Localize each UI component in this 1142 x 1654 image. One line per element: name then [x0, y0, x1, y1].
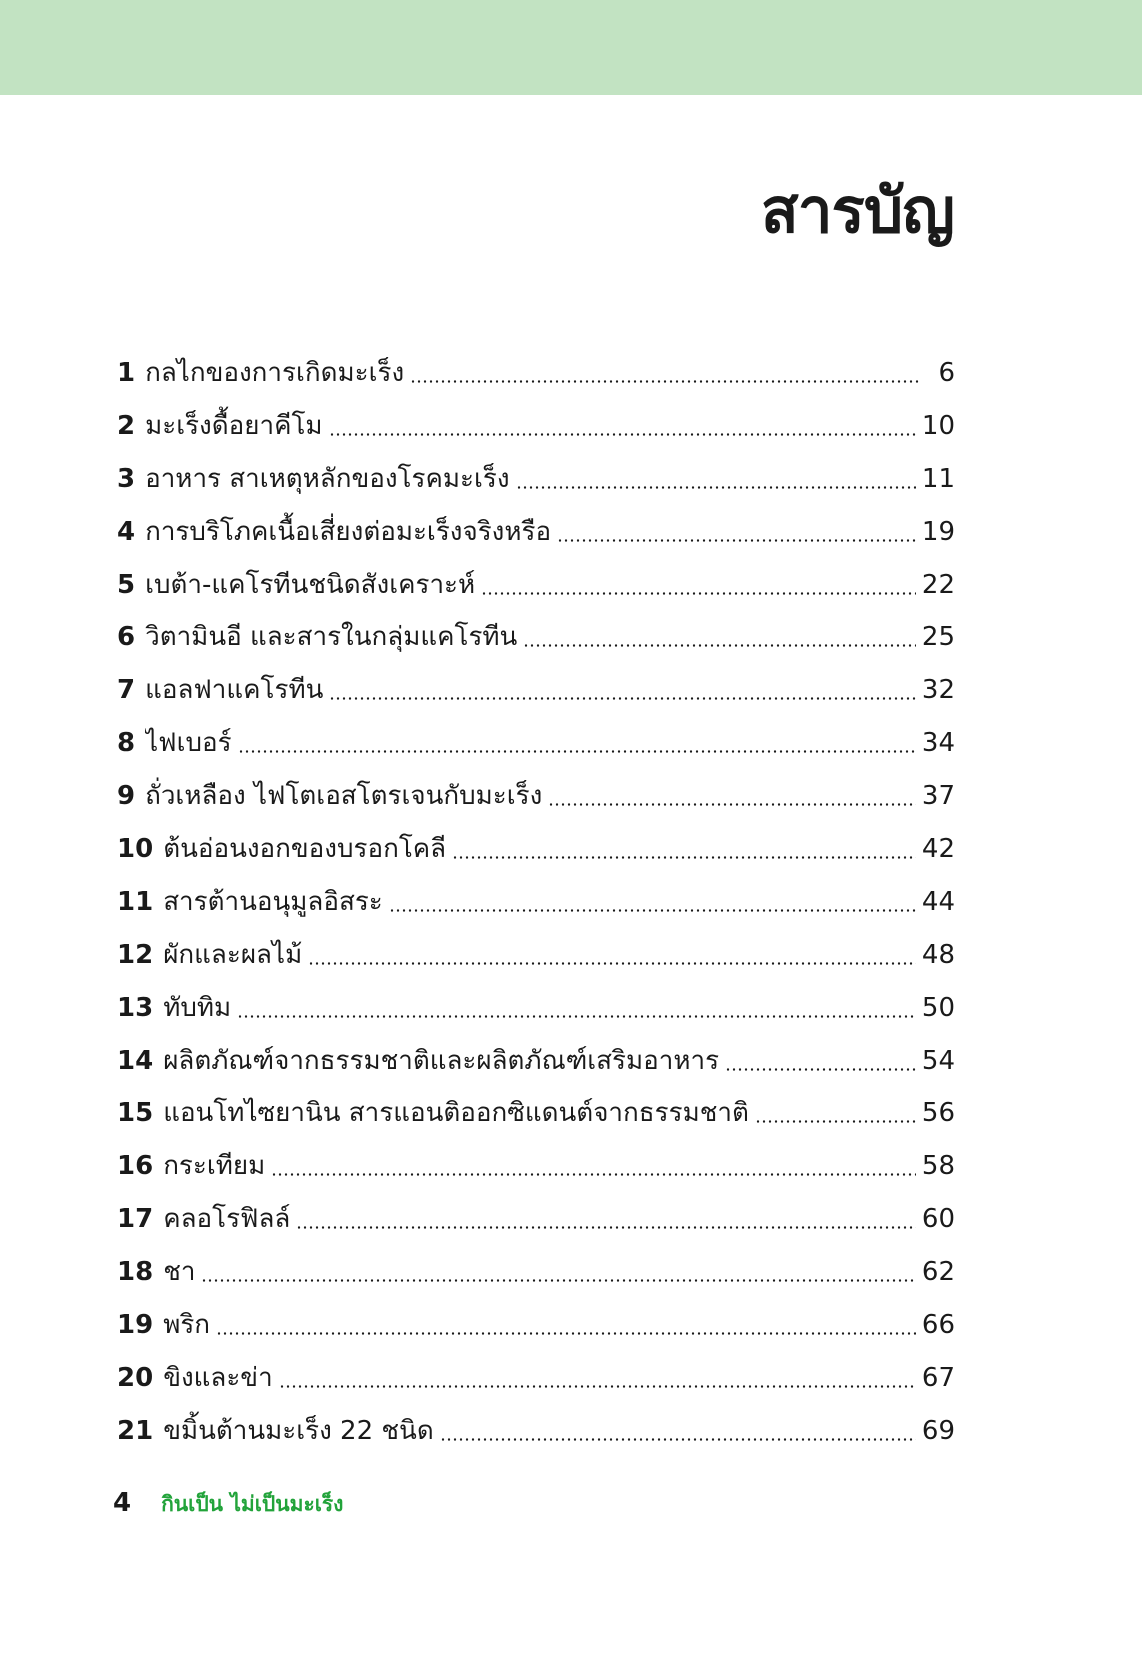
toc-entry-title: คลอโรฟิลล์	[163, 1204, 291, 1235]
toc-dot-leader	[557, 539, 916, 542]
toc-entry-title: กลไกของการเกิดมะเร็ง	[145, 358, 405, 388]
toc-entry[interactable]	[117, 347, 955, 400]
toc-entry-title: ทับทิม	[163, 992, 232, 1023]
toc-entry[interactable]	[117, 559, 955, 612]
toc-entry-title: อาหาร สาเหตุหลักของโรคมะเร็ง	[145, 463, 510, 494]
toc-entry-page: 34	[921, 728, 955, 759]
toc-entry-page: 10	[921, 410, 955, 441]
toc-entry-number: 15	[117, 1098, 154, 1129]
toc-dot-leader	[216, 1332, 916, 1335]
toc-entry-page: 66	[921, 1310, 955, 1341]
toc-entry-title: มะเร็งดื้อยาคีโม	[145, 410, 323, 441]
toc-entry-number: 21	[117, 1415, 154, 1446]
toc-dot-leader	[271, 1173, 916, 1176]
toc-dot-leader	[329, 433, 916, 436]
toc-entry-title: แอนโทไซยานิน สารแอนติออกซิแดนต์จากธรรมชาติ	[163, 1098, 749, 1129]
toc-dot-leader	[481, 592, 916, 595]
toc-entry-title: ผักและผลไม้	[163, 939, 303, 970]
toc-entry-number: 4	[117, 516, 136, 547]
toc-dot-leader	[201, 1279, 915, 1282]
toc-entry[interactable]	[117, 1246, 955, 1299]
toc-entry[interactable]	[117, 1299, 955, 1352]
toc-entry[interactable]	[117, 1035, 955, 1088]
toc-entry[interactable]	[117, 876, 955, 929]
toc-entry-title: ชา	[163, 1257, 196, 1288]
table-of-contents	[117, 347, 955, 1458]
toc-entry-number: 6	[117, 622, 136, 653]
toc-entry-page: 6	[938, 358, 955, 388]
toc-entry-number: 18	[117, 1257, 154, 1288]
footer-page-number: 4	[113, 1488, 132, 1518]
toc-entry-title: กระเทียม	[163, 1151, 266, 1182]
toc-entry[interactable]	[117, 929, 955, 982]
toc-dot-leader	[296, 1226, 916, 1229]
toc-entry-title: ไฟเบอร์	[145, 728, 232, 759]
toc-entry-page: 11	[921, 463, 955, 494]
toc-dot-leader	[452, 856, 916, 859]
toc-entry-number: 13	[117, 992, 154, 1023]
page-footer	[113, 1488, 343, 1521]
toc-entry-title: การบริโภคเนื้อเสี่ยงต่อมะเร็งจริงหรือ	[145, 516, 552, 547]
toc-entry[interactable]	[117, 453, 955, 506]
toc-dot-leader	[725, 1068, 916, 1071]
toc-dot-leader	[279, 1385, 916, 1388]
toc-entry[interactable]	[117, 1405, 955, 1458]
toc-entry-page: 44	[921, 886, 955, 917]
toc-entry-number: 12	[117, 939, 154, 970]
toc-entry-number: 7	[117, 675, 136, 706]
toc-entry-title: ต้นอ่อนงอกของบรอกโคลี	[163, 834, 447, 865]
toc-entry[interactable]	[117, 1140, 955, 1193]
toc-entry-number: 16	[117, 1151, 154, 1182]
toc-entry-page: 50	[921, 992, 955, 1023]
toc-entry-title: เบต้า-แคโรทีนชนิดสังเคราะห์	[145, 569, 476, 600]
toc-entry[interactable]	[117, 982, 955, 1035]
toc-entry-number: 19	[117, 1310, 154, 1341]
toc-dot-leader	[389, 909, 916, 912]
toc-dot-leader	[308, 962, 916, 965]
toc-entry[interactable]	[117, 823, 955, 876]
toc-dot-leader	[410, 380, 919, 383]
toc-entry[interactable]	[117, 1087, 955, 1140]
toc-dot-leader	[523, 644, 916, 647]
page-title: สารบัญ	[760, 173, 954, 247]
toc-dot-leader	[548, 803, 916, 806]
toc-entry-title: วิตามินอี และสารในกลุ่มแคโรทีน	[145, 622, 518, 653]
toc-entry[interactable]	[117, 664, 955, 717]
toc-entry-title: พริก	[163, 1310, 211, 1341]
toc-entry-page: 32	[921, 675, 955, 706]
toc-dot-leader	[237, 1015, 916, 1018]
toc-entry-number: 8	[117, 728, 136, 759]
toc-dot-leader	[755, 1120, 916, 1123]
toc-entry-number: 17	[117, 1204, 154, 1235]
toc-entry[interactable]	[117, 1352, 955, 1405]
toc-entry-title: ขิงและข่า	[163, 1362, 273, 1393]
toc-entry-page: 58	[921, 1151, 955, 1182]
toc-dot-leader	[238, 750, 916, 753]
toc-entry-page: 42	[921, 834, 955, 865]
toc-entry-page: 22	[921, 569, 955, 600]
toc-dot-leader	[516, 486, 916, 489]
toc-dot-leader	[329, 697, 916, 700]
toc-entry-title: ขมิ้นต้านมะเร็ง 22 ชนิด	[163, 1415, 434, 1446]
toc-entry[interactable]	[117, 770, 955, 823]
toc-entry-title: แอลฟาแคโรทีน	[145, 675, 324, 706]
toc-entry-page: 62	[921, 1257, 955, 1288]
toc-entry-number: 10	[117, 834, 154, 865]
toc-dot-leader	[440, 1438, 916, 1441]
toc-entry-page: 37	[921, 781, 955, 812]
footer-book-title: กินเป็น ไม่เป็นมะเร็ง	[161, 1492, 344, 1516]
toc-entry-page: 56	[921, 1098, 955, 1129]
toc-entry-number: 1	[117, 358, 136, 388]
toc-entry-page: 25	[921, 622, 955, 653]
toc-entry-number: 3	[117, 463, 136, 494]
toc-entry[interactable]	[117, 506, 955, 559]
toc-entry-number: 20	[117, 1362, 154, 1393]
toc-entry-page: 19	[921, 516, 955, 547]
toc-entry-title: สารต้านอนุมูลอิสระ	[163, 886, 383, 917]
toc-entry-number: 5	[117, 569, 136, 600]
toc-entry[interactable]	[117, 717, 955, 770]
top-color-band	[0, 0, 1142, 95]
toc-entry-title: ผลิตภัณฑ์จากธรรมชาติและผลิตภัณฑ์เสริมอาหาร	[163, 1045, 720, 1076]
toc-entry[interactable]	[117, 1193, 955, 1246]
toc-entry[interactable]	[117, 400, 955, 453]
toc-entry-page: 60	[921, 1204, 955, 1235]
toc-entry-number: 11	[117, 886, 154, 917]
toc-entry-number: 14	[117, 1045, 154, 1076]
toc-entry[interactable]	[117, 611, 955, 664]
toc-entry-page: 54	[921, 1045, 955, 1076]
toc-entry-title: ถั่วเหลือง ไฟโตเอสโตรเจนกับมะเร็ง	[145, 781, 543, 812]
toc-entry-page: 67	[921, 1362, 955, 1393]
toc-entry-number: 2	[117, 410, 136, 441]
toc-entry-page: 48	[921, 939, 955, 970]
toc-entry-page: 69	[921, 1415, 955, 1446]
toc-entry-number: 9	[117, 781, 136, 812]
